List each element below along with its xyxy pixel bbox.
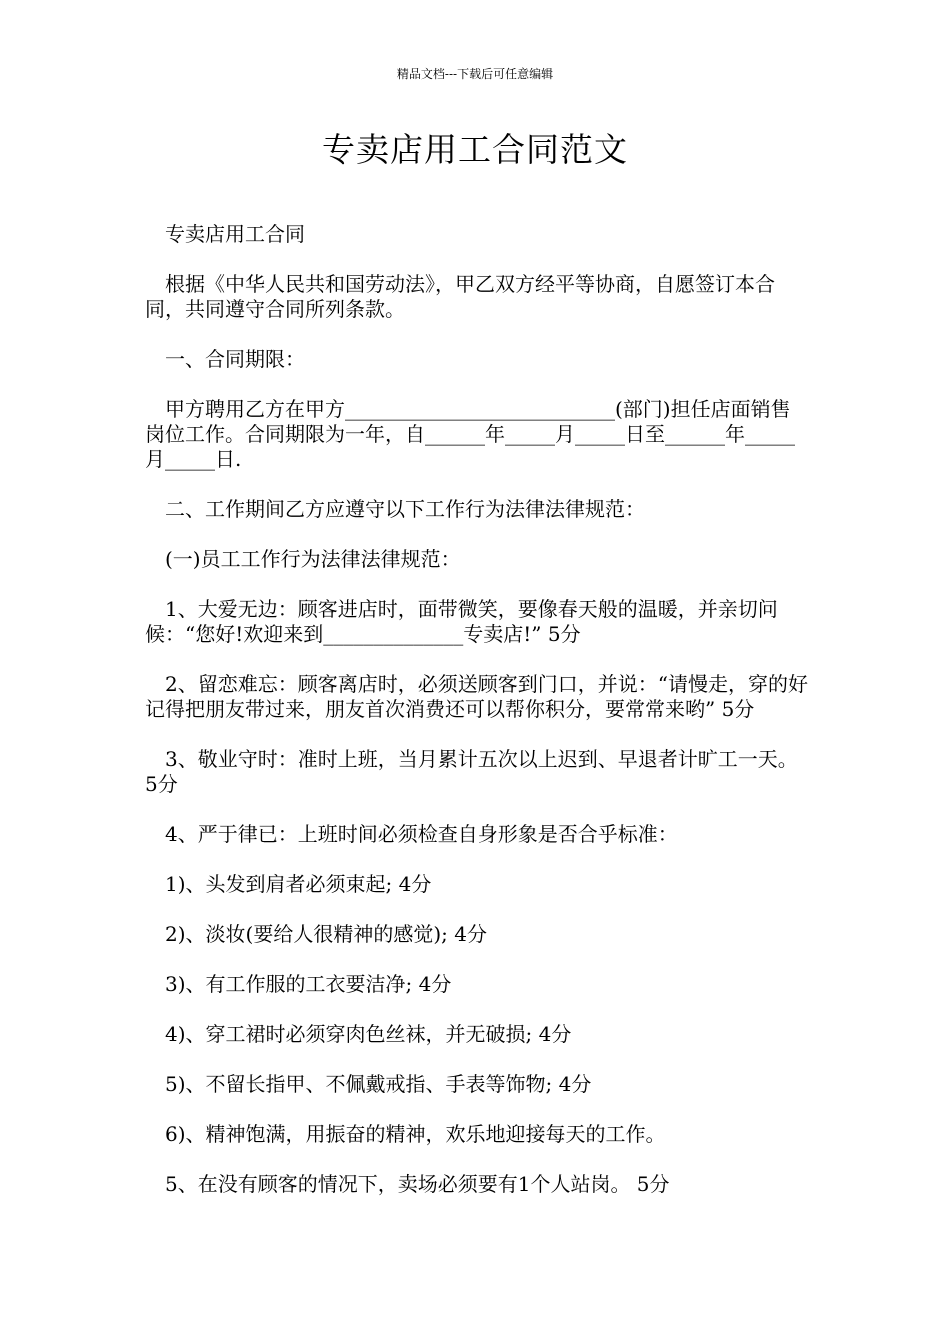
paragraph-rule-4: 4、严于律已：上班时间必须检查自身形象是否合乎标准： <box>165 822 678 846</box>
paragraph-section-conduct: 二、工作期间乙方应遵守以下工作行为法律法律规范： <box>165 497 645 521</box>
document-body <box>145 222 809 1222</box>
paragraph-rule-4-item-5: 5)、不留长指甲、不佩戴戒指、手表等饰物; 4分 <box>165 1072 592 1096</box>
paragraph-contract-heading: 专卖店用工合同 <box>165 222 305 246</box>
paragraph-section-term: 一、合同期限： <box>165 347 305 371</box>
paragraph-rule-4-item-3: 3)、有工作服的工衣要洁净; 4分 <box>165 972 452 996</box>
paragraph-term-details: 甲方聘用乙方在甲方___________________________(部门)担任店面销售岗位工作。合同期限为一年，自______年_____月_____日至______年_____月_____日. <box>145 397 795 471</box>
paragraph-rule-4-item-1: 1)、头发到肩者必须束起; 4分 <box>165 872 432 896</box>
paragraph-rule-2: 2、留恋难忘：顾客离店时，必须送顾客到门口，并说：“请慢走，穿的好记得把朋友带过来，朋友首次消费还可以帮你积分，要常常来哟” 5分 <box>145 672 808 721</box>
paragraph-preamble: 根据《中华人民共和国劳动法》，甲乙双方经平等协商，自愿签订本合同，共同遵守合同所列条款。 <box>145 272 775 321</box>
paragraph-rule-5: 5、在没有顾客的情况下，卖场必须要有1个人站岗。 5分 <box>165 1172 670 1196</box>
paragraph-rule-4-item-2: 2)、淡妆(要给人很精神的感觉); 4分 <box>165 922 487 946</box>
paragraph-rule-4-item-6: 6)、精神饱满，用振奋的精神，欢乐地迎接每天的工作。 <box>165 1122 666 1146</box>
paragraph-rule-1: 1、大爱无边：顾客进店时，面带微笑，要像春天般的温暖，并亲切问候：“您好!欢迎来到______________专卖店!” 5分 <box>145 597 778 646</box>
page-header-watermark: 精品文档---下载后可任意编辑 <box>396 67 554 81</box>
paragraph-rule-4-item-4: 4)、穿工裙时必须穿肉色丝袜，并无破损; 4分 <box>165 1022 572 1046</box>
paragraph-rule-3: 3、敬业守时：准时上班，当月累计五次以上迟到、早退者计旷工一天。5分 <box>145 747 798 796</box>
paragraph-subsection-conduct: (一)员工工作行为法律法律规范： <box>165 547 461 571</box>
document-title: 专卖店用工合同范文 <box>322 130 628 169</box>
